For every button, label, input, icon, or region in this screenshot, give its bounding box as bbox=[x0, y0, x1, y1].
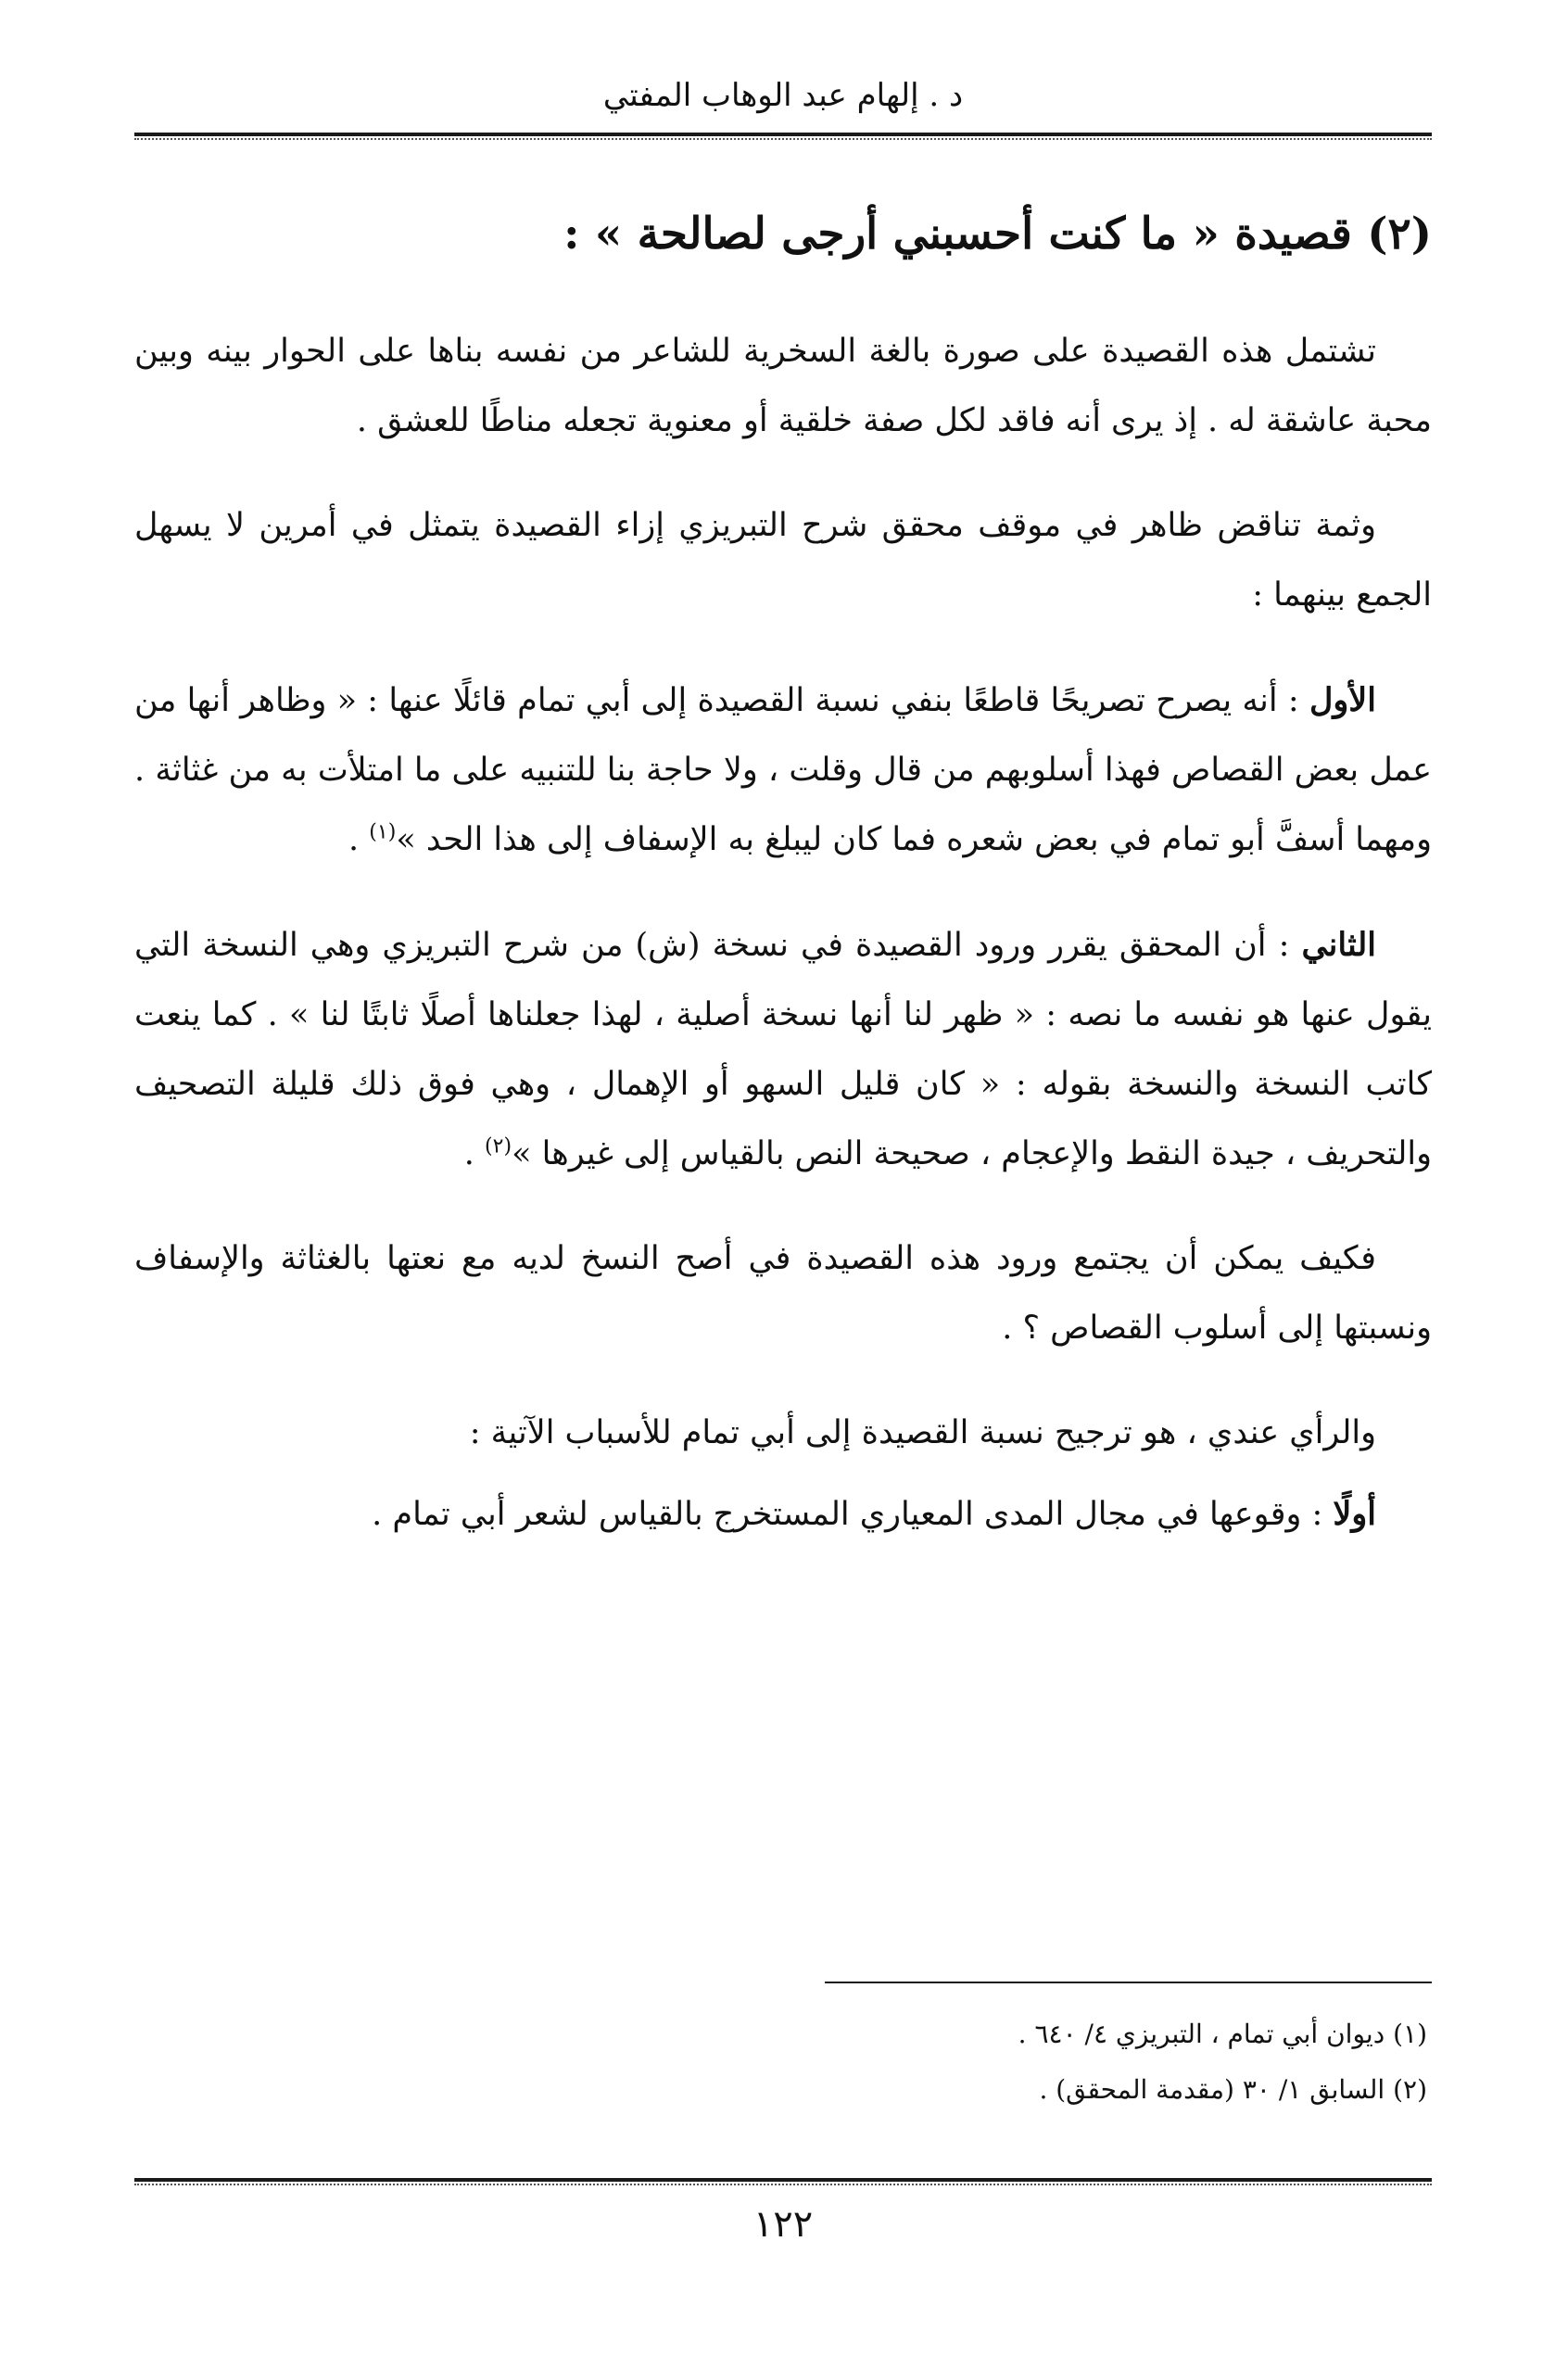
first-point-text: : أنه يصرح تصريحًا قاطعًا بنفي نسبة القصيدة إلى أبي تمام قائلًا عنها : « وظاهر أنها من عمل بعض القصاص فهذا أسلوبهم من قال وقلت ، ولا حاجة بنا للتنبيه على ما امتلأت به من غثاثة . ومهما أسفَّ أبو تمام في بعض شعره فما كان ليبلغ به الإسفاف إلى هذا الحد » bbox=[134, 682, 1432, 858]
footnote-separator bbox=[825, 1982, 1432, 1983]
second-point-end: . bbox=[463, 1135, 486, 1172]
footer-rule bbox=[134, 2178, 1432, 2185]
header-rule bbox=[134, 133, 1432, 140]
second-point-text: : أن المحقق يقرر ورود القصيدة في نسخة (ش) من شرح التبريزي وهي النسخة التي يقول عنها هو نفسه ما نصه : « ظهر لنا أنها نسخة أصلية ، لهذا جعلناها أصلًا ثابتًا لنا » . كما ينعت كاتب النسخة والنسخة بقوله : « كان قليل السهو أو الإهمال ، وهي فوق ذلك قليلة التصحيف والتحريف ، جيدة النقط والإعجام ، صحيحة النص بالقياس إلى غيرها » bbox=[134, 927, 1432, 1172]
footnotes bbox=[134, 2007, 1427, 2118]
paragraph-intro: تشتمل هذه القصيدة على صورة بالغة السخرية للشاعر من نفسه بناها على الحوار بينه وبين محبة عاشقة له . إذ يرى أنه فاقد لكل صفة خلقية أو معنوية تجعله مناطًا للعشق . bbox=[134, 333, 1432, 439]
main-content bbox=[134, 195, 1432, 1585]
footnote-1: (١) ديوان أبي تمام ، التبريزي ٤/ ٦٤٠ . bbox=[1018, 2019, 1427, 2049]
reason-one-text: : وقوعها في مجال المدى المعياري المستخرج بالقياس لشعر أبي تمام . bbox=[372, 1496, 1334, 1533]
first-point-label: الأول bbox=[1309, 681, 1376, 719]
section-title: (٢) قصيدة « ما كنت أحسبني أرجى لصالحة » : bbox=[563, 209, 1432, 260]
paragraph-question: فكيف يمكن أن يجتمع ورود هذه القصيدة في أصح النسخ لديه مع نعتها بالغثاثة والإسفاف ونسبتها إلى أسلوب القصاص ؟ . bbox=[134, 1240, 1432, 1347]
footnote-2: (٢) السابق ١/ ٣٠ (مقدمة المحقق) . bbox=[1039, 2074, 1427, 2105]
page-number: ١٢٢ bbox=[752, 2203, 814, 2246]
reason-one-label: أولًا bbox=[1333, 1495, 1376, 1533]
footnote-ref-2[interactable]: (٢) bbox=[485, 1134, 512, 1159]
paragraph-second-point bbox=[134, 910, 1432, 1189]
paragraph-first-point bbox=[134, 665, 1432, 875]
paragraph-contradiction: وثمة تناقض ظاهر في موقف محقق شرح التبريزي إزاء القصيدة يتمثل في أمرين لا يسهل الجمع بينهما : bbox=[134, 507, 1432, 614]
footnote-ref-1[interactable]: (١) bbox=[369, 820, 397, 844]
paragraph-reason-one bbox=[134, 1479, 1432, 1550]
second-point-label: الثاني bbox=[1301, 926, 1376, 964]
paragraph-opinion: والرأي عندي ، هو ترجيح نسبة القصيدة إلى أبي تمام للأسباب الآتية : bbox=[469, 1414, 1376, 1451]
running-header: د . إلهام عبد الوهاب المفتي bbox=[602, 77, 964, 114]
first-point-end: . bbox=[348, 821, 370, 858]
